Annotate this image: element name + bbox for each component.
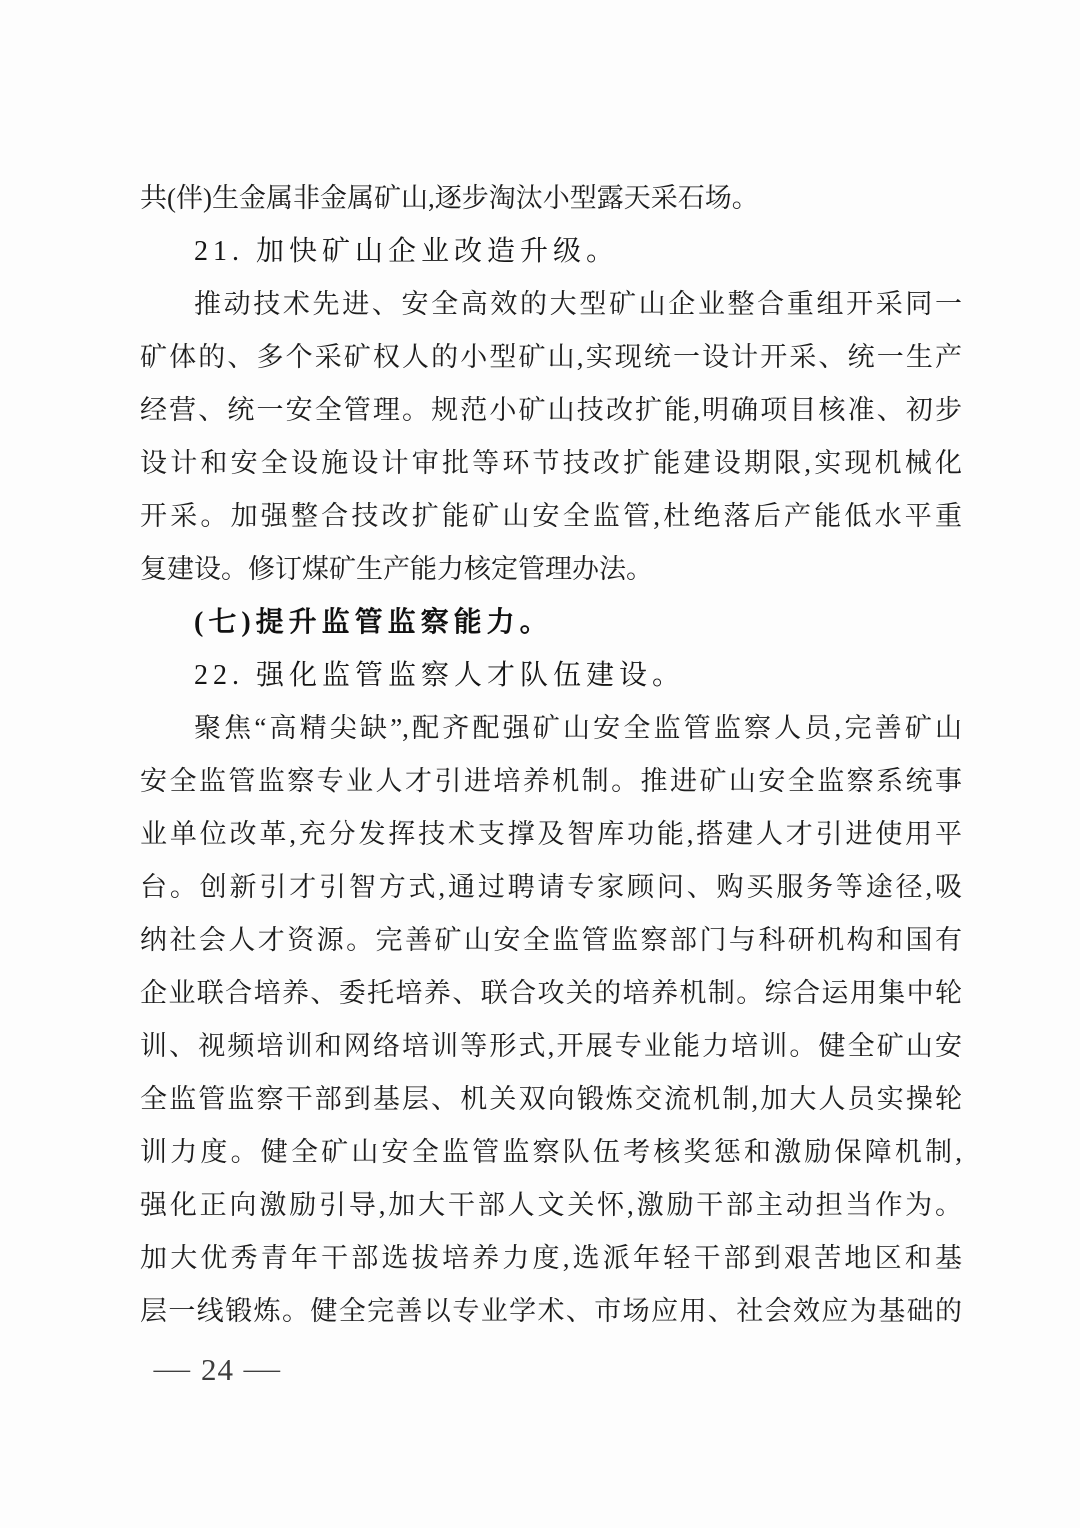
text-line: 纳社会人才资源。完善矿山安全监管监察部门与科研机构和国有 <box>140 925 962 955</box>
text-line: 台。创新引才引智方式,通过聘请专家顾问、购买服务等途径,吸 <box>140 872 962 902</box>
page-footer <box>153 1352 282 1388</box>
text-line: 业单位改革,充分发挥技术支撑及智库功能,搭建人才引进使用平 <box>140 819 962 849</box>
text-line: 21. 加快矿山企业改造升级。 <box>194 236 620 267</box>
text-line: 强化正向激励引导,加大干部人文关怀,激励干部主动担当作为。 <box>140 1190 962 1220</box>
text-line: 训力度。健全矿山安全监管监察队伍考核奖惩和激励保障机制, <box>140 1137 962 1167</box>
text-line: 层一线锻炼。健全完善以专业学术、市场应用、社会效应为基础的 <box>140 1296 962 1326</box>
text-line: 安全监管监察专业人才引进培养机制。推进矿山安全监察系统事 <box>140 766 962 796</box>
text-line: 复建设。修订煤矿生产能力核定管理办法。 <box>140 554 653 584</box>
page-body <box>140 172 962 1338</box>
footer-dash-left: — <box>153 1354 192 1385</box>
text-line: 聚焦“高精尖缺”,配齐配强矿山安全监管监察人员,完善矿山 <box>194 713 962 743</box>
text-line: 矿体的、多个采矿权人的小型矿山,实现统一设计开采、统一生产 <box>140 342 962 372</box>
text-line: 开采。加强整合技改扩能矿山安全监管,杜绝落后产能低水平重 <box>140 501 962 531</box>
text-line: 共(伴)生金属非金属矿山,逐步淘汰小型露天采石场。 <box>140 183 759 213</box>
text-line: 22. 强化监管监察人才队伍建设。 <box>194 660 686 691</box>
text-line: 全监管监察干部到基层、机关双向锻炼交流机制,加大人员实操轮 <box>140 1084 962 1114</box>
text-line: 推动技术先进、安全高效的大型矿山企业整合重组开采同一 <box>194 289 962 319</box>
text-line: 经营、统一安全管理。规范小矿山技改扩能,明确项目核准、初步 <box>140 395 962 425</box>
text-line: 设计和安全设施设计审批等环节技改扩能建设期限,实现机械化 <box>140 448 962 478</box>
text-line: 加大优秀青年干部选拔培养力度,选派年轻干部到艰苦地区和基 <box>140 1243 962 1273</box>
page-number: 24 <box>201 1352 234 1387</box>
text-line: 训、视频培训和网络培训等形式,开展专业能力培训。健全矿山安 <box>140 1031 962 1061</box>
footer-dash-right: — <box>243 1354 282 1385</box>
text-line: (七)提升监管监察能力。 <box>194 607 553 638</box>
text-line: 企业联合培养、委托培养、联合攻关的培养机制。综合运用集中轮 <box>140 978 962 1008</box>
